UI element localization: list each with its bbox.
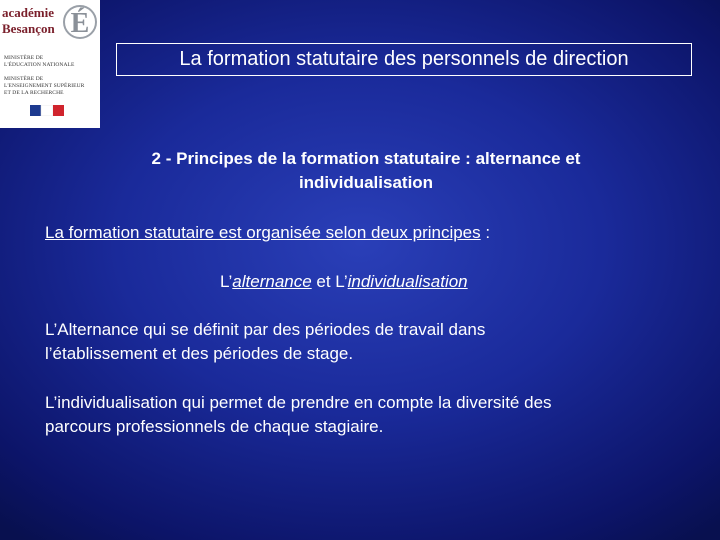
principles-mid: et L’ [311,272,348,291]
ministry-1-line-2: L'ÉDUCATION NATIONALE [4,62,75,68]
principles-line [220,270,680,294]
intro-underlined-text: La formation statutaire est organisée selon deux principes [45,223,481,242]
ministry-2-line-2: L'ENSEIGNEMENT SUPÉRIEUR [4,83,85,89]
principle-alternance: alternance [232,272,312,291]
brand-line-2: Besançon [2,21,55,36]
svg-text:É: É [70,8,90,39]
subtitle-line-2: individualisation [298,173,434,192]
ministry-2-line-1: MINISTÈRE DE [4,76,44,82]
principles-prefix: L’ [220,272,233,291]
ministry-1-line-1: MINISTÈRE DE [4,55,44,61]
individualisation-line-2: parcours professionnels de chaque stagiaire. [45,417,384,436]
ministry-2-line-3: ET DE LA RECHERCHE [4,90,64,96]
subtitle-line-1: 2 - Principes de la formation statutaire : alternance et [151,149,581,168]
brand-line-1: académie [2,5,54,20]
marianne-flag-icon [30,105,64,116]
individualisation-paragraph [45,391,685,439]
academie-brand [0,0,100,52]
intro-tail: : [480,223,491,242]
alternance-paragraph [45,318,685,366]
page-title: La formation statutaire des personnels de direction [116,43,692,76]
academie-logo [0,0,100,128]
principle-individualisation: individualisation [347,272,468,291]
intro-paragraph [45,221,685,245]
individualisation-line-1: L’individualisation qui permet de prendre en compte la diversité des [45,393,552,412]
alternance-line-1: L’Alternance qui se définit par des périodes de travail dans [45,320,486,339]
letter-e-icon [62,2,98,42]
section-subtitle [100,147,632,195]
alternance-line-2: l’établissement et des périodes de stage. [45,344,354,363]
